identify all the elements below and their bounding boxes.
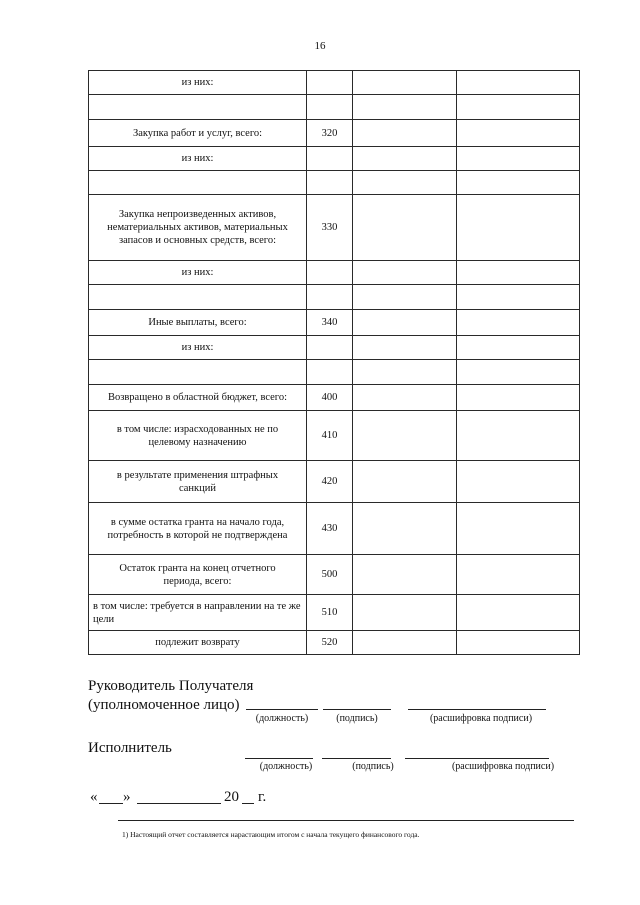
head-signature-caption: (подпись) (336, 713, 378, 724)
date-close-quote: » (123, 789, 131, 805)
value-cell (353, 336, 457, 360)
value-cell (353, 631, 457, 655)
row-label: из них: (89, 261, 307, 285)
value-cell (353, 595, 457, 631)
value-cell (353, 310, 457, 336)
row-label: Закупка непроизведенных активов, нематериальных активов, материальных запасов и основных средств, всего: (89, 195, 307, 261)
value-cell (457, 195, 580, 261)
footnote-separator (118, 820, 574, 821)
row-code: 420 (307, 461, 353, 503)
value-cell (353, 360, 457, 385)
table-row (89, 195, 580, 261)
table-row (89, 71, 580, 95)
value-cell (457, 95, 580, 120)
row-code (307, 360, 353, 385)
value-cell (457, 631, 580, 655)
row-label (89, 95, 307, 120)
table-row (89, 411, 580, 461)
value-cell (457, 261, 580, 285)
value-cell (457, 411, 580, 461)
row-code: 510 (307, 595, 353, 631)
row-code (307, 336, 353, 360)
head-position-line (246, 709, 318, 710)
value-cell (457, 310, 580, 336)
value-cell (457, 595, 580, 631)
footnote: 1) Настоящий отчет составляется нарастающим итогом с начала текущего финансового года. (122, 830, 420, 839)
row-label: Закупка работ и услуг, всего: (89, 120, 307, 147)
executor-signature-caption: (подпись) (352, 761, 394, 772)
date-year-blank (242, 803, 254, 804)
row-code (307, 261, 353, 285)
row-label (89, 285, 307, 310)
head-title: Руководитель Получателя (88, 678, 254, 694)
executor-signature-line (322, 758, 391, 759)
row-label: в том числе: требуется в направлении на те же цели (89, 595, 307, 631)
row-code: 320 (307, 120, 353, 147)
row-label (89, 360, 307, 385)
date-year-prefix: 20 (224, 789, 239, 805)
row-label: Остаток гранта на конец отчетного периода, всего: (89, 555, 307, 595)
executor-decoding-line (405, 758, 549, 759)
value-cell (457, 336, 580, 360)
executor-position-line (245, 758, 313, 759)
table-row (89, 336, 580, 360)
value-cell (353, 95, 457, 120)
table-row (89, 555, 580, 595)
row-code: 500 (307, 555, 353, 595)
table-row (89, 503, 580, 555)
row-code: 330 (307, 195, 353, 261)
head-signature-line (323, 709, 391, 710)
head-position-caption: (должность) (255, 713, 309, 724)
value-cell (353, 120, 457, 147)
head-decoding-line (408, 709, 546, 710)
date-line (90, 788, 290, 810)
executor-decoding-caption: (расшифровка подписи) (451, 761, 555, 772)
row-code: 430 (307, 503, 353, 555)
table-row (89, 120, 580, 147)
date-day-blank (99, 803, 123, 804)
row-label: в сумме остатка гранта на начало года, потребность в которой не подтверждена (89, 503, 307, 555)
row-label: подлежит возврату (89, 631, 307, 655)
value-cell (353, 411, 457, 461)
row-label: из них: (89, 336, 307, 360)
row-label: из них: (89, 147, 307, 171)
row-code (307, 71, 353, 95)
row-label: Иные выплаты, всего: (89, 310, 307, 336)
row-code: 410 (307, 411, 353, 461)
value-cell (457, 360, 580, 385)
value-cell (457, 503, 580, 555)
report-table (88, 70, 580, 655)
value-cell (457, 285, 580, 310)
value-cell (457, 555, 580, 595)
value-cell (457, 71, 580, 95)
value-cell (353, 285, 457, 310)
table-row (89, 461, 580, 503)
executor-position-caption: (должность) (259, 761, 313, 772)
table-row (89, 360, 580, 385)
table-row (89, 147, 580, 171)
value-cell (353, 71, 457, 95)
table-row (89, 631, 580, 655)
value-cell (353, 261, 457, 285)
row-label: Возвращено в областной бюджет, всего: (89, 385, 307, 411)
row-code: 340 (307, 310, 353, 336)
row-code: 400 (307, 385, 353, 411)
row-label (89, 171, 307, 195)
value-cell (353, 555, 457, 595)
value-cell (457, 385, 580, 411)
head-signature-label (88, 677, 253, 715)
value-cell (353, 385, 457, 411)
row-code (307, 285, 353, 310)
value-cell (457, 120, 580, 147)
row-label: в том числе: израсходованных не по целевому назначению (89, 411, 307, 461)
table-row (89, 595, 580, 631)
value-cell (457, 147, 580, 171)
row-code (307, 95, 353, 120)
table-row (89, 285, 580, 310)
executor-label: Исполнитель (88, 740, 172, 756)
table-row (89, 310, 580, 336)
value-cell (353, 503, 457, 555)
date-year-suffix: г. (258, 789, 267, 805)
date-month-blank (137, 803, 221, 804)
value-cell (353, 461, 457, 503)
row-label: из них: (89, 71, 307, 95)
value-cell (353, 171, 457, 195)
date-open-quote: « (90, 789, 98, 805)
head-decoding-caption: (расшифровка подписи) (429, 713, 533, 724)
head-subtitle: (уполномоченное лицо) (88, 697, 240, 713)
value-cell (457, 461, 580, 503)
row-code: 520 (307, 631, 353, 655)
value-cell (353, 147, 457, 171)
table-row (89, 171, 580, 195)
value-cell (457, 171, 580, 195)
table-row (89, 385, 580, 411)
value-cell (353, 195, 457, 261)
row-code (307, 147, 353, 171)
row-code (307, 171, 353, 195)
table-row (89, 261, 580, 285)
table-row (89, 95, 580, 120)
page-number: 16 (314, 40, 326, 52)
row-label: в результате применения штрафных санкций (89, 461, 307, 503)
